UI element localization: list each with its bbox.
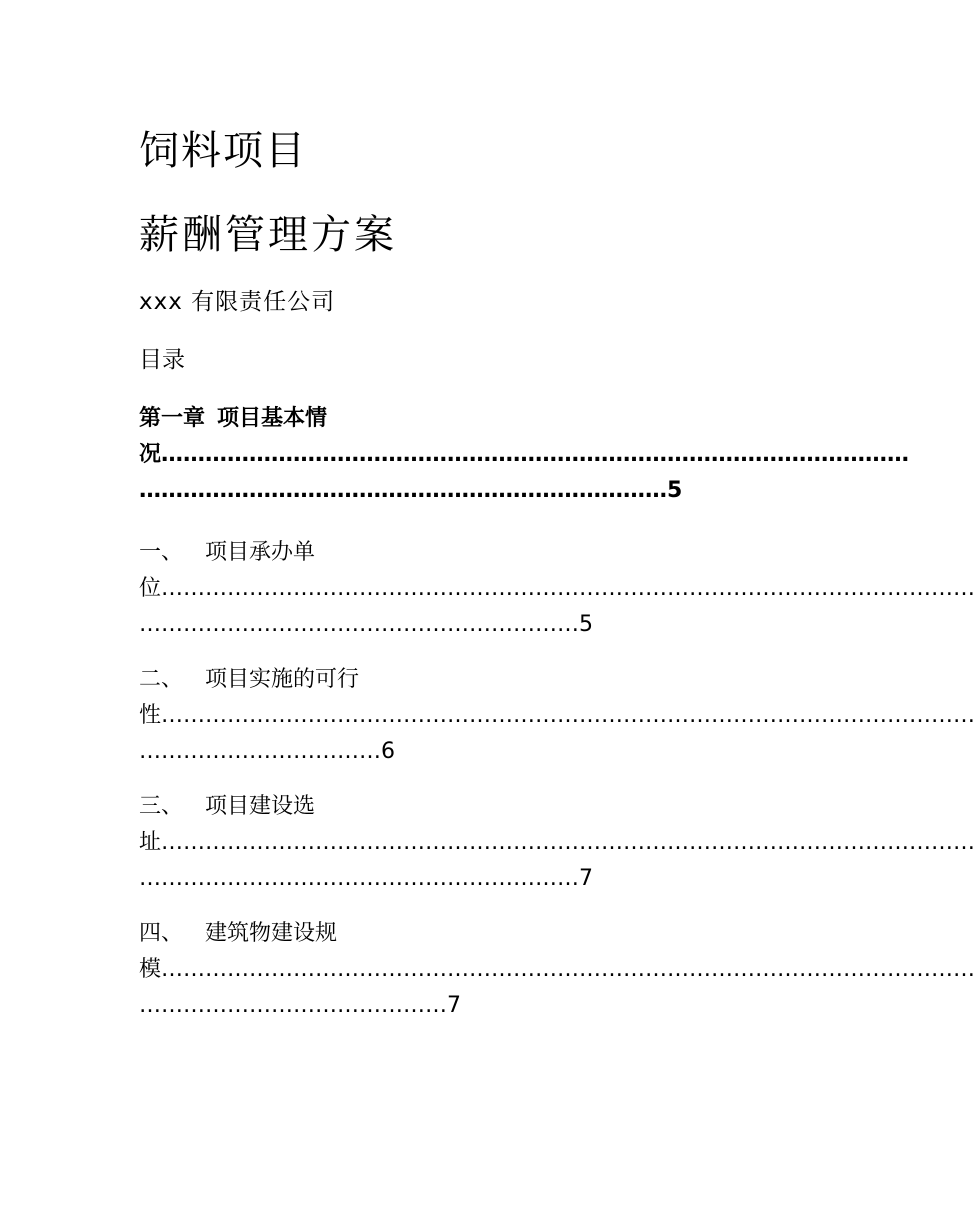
toc-leader-dots: …………………………………………………………………………………………………	[161, 957, 975, 982]
toc-leader-dots: …………………………………………………………………………………………………	[161, 703, 975, 728]
toc-entry-title: 建筑物建设规	[205, 921, 338, 946]
document-title-line1: 饲料项目	[139, 128, 307, 174]
toc-entry-page-number: 7	[447, 993, 461, 1018]
toc-entry-title-continued: 性	[139, 703, 162, 728]
toc-entry-title: 项目建设选	[205, 794, 316, 819]
toc-entry-marker: 第一章	[139, 406, 206, 431]
toc-entry-page-number: 5	[667, 478, 683, 503]
toc-entry-marker: 三、	[139, 794, 184, 819]
toc-entry-page-number: 7	[579, 866, 593, 891]
toc-entry-title-continued: 况	[139, 442, 162, 467]
toc-entry-1[interactable]	[139, 535, 975, 643]
toc-entry-marker: 二、	[139, 667, 184, 692]
toc-entry-title-continued: 址	[139, 830, 162, 855]
toc-leader-dots: ……………………………	[139, 739, 381, 764]
toc-entry-marker: 一、	[139, 540, 184, 565]
toc-entry-marker: 四、	[139, 921, 184, 946]
toc-leader-dots: …………………………………………………………………………………………………	[161, 576, 975, 601]
toc-leader-dots: ……………………………………………………	[139, 612, 579, 637]
toc-leader-dots: ……………………………………………………	[139, 866, 579, 891]
toc-entry-title-continued: 模	[139, 957, 162, 982]
toc-entry-title: 项目承办单	[205, 540, 316, 565]
toc-leader-dots: …………………………………………………………………………………………………	[161, 830, 975, 855]
toc-entry-4[interactable]	[139, 916, 975, 1024]
toc-entry-page-number: 5	[579, 612, 593, 637]
toc-entry-2[interactable]	[139, 662, 975, 770]
company-name: xxx 有限责任公司	[139, 289, 336, 315]
toc-entry-page-number: 6	[381, 739, 395, 764]
toc-entry-3[interactable]	[139, 789, 975, 897]
toc-entry-chapter-1[interactable]	[139, 401, 910, 509]
toc-entry-title: 项目实施的可行	[205, 667, 360, 692]
document-title-line2: 薪酬管理方案	[139, 212, 397, 258]
toc-leader-dots: …………………………………………………………………………………………	[161, 442, 910, 467]
toc-entry-title: 项目基本情	[217, 406, 328, 431]
toc-heading: 目录	[139, 347, 185, 373]
toc-leader-dots: ……………………………………	[139, 993, 447, 1018]
toc-entry-title-continued: 位	[139, 576, 162, 601]
toc-leader-dots: ………………………………………………………………	[139, 478, 667, 503]
